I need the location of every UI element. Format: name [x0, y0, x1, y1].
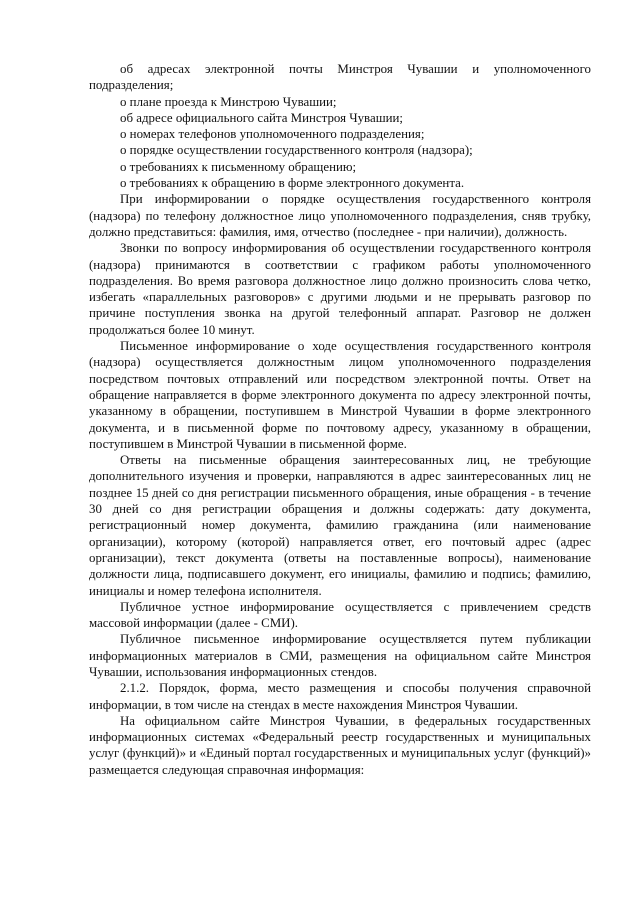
paragraph-official-site-info: На официальном сайте Минстроя Чувашии, в федеральных государственных информационных системах «Федеральный реестр государственных и муниципальных услуг (функций)» и «Единый портал государственных и муниципальных услуг (функций)» размещается следующая справочная информация:	[89, 713, 591, 777]
paragraph-public-oral-informing: Публичное устное информирование осуществляется с привлечением средств массовой информации (далее - СМИ).	[89, 599, 591, 631]
paragraph-phone-numbers: о номерах телефонов уполномоченного подразделения;	[120, 127, 425, 142]
paragraph-calls: Звонки по вопросу информирования об осуществлении государственного контроля (надзора) принимаются в соответствии с графиком работы уполномоченного подразделения. Во время разговора должностное лицо должно произносить слова четко, избегать «параллельных разговоров» с другими людьми и не прерывать разговор по причине поступления звонка на другой телефонный аппарат. Разговор не должен продолжаться более 10 минут.	[89, 241, 591, 337]
paragraph-electronic-request-requirements: о требованиях к обращению в форме электронного документа.	[120, 176, 465, 191]
paragraph-public-written-informing: Публичное письменное информирование осуществляется путем публикации информационных материалов в СМИ, размещения на официальном сайте Минстроя Чувашии, использования информационных стендов.	[89, 632, 591, 679]
paragraph-written-request-requirements: о требованиях к письменному обращению;	[120, 159, 357, 174]
paragraph-control-procedure: о порядке осуществлении государственного контроля (надзора);	[120, 143, 473, 158]
paragraph-website-address: об адресе официального сайта Минстроя Чувашии;	[120, 110, 404, 125]
paragraph-replies: Ответы на письменные обращения заинтересованных лиц, не требующие дополнительного изучения и проверки, направляются в адрес заинтересованных лиц не позднее 15 дней со дня регистрации письменного обращения, иные обращения - в течение 30 дней со дня регистрации обращения и должны содержать: дату документа, регистрационный номер документа, фамилию гражданина (или наименование организации), которому (которой) направляется ответ, его почтовый адрес (адрес организации), текст документа (ответы на поставленные вопросы), наименование должности лица, подписавшего документ, его инициалы, фамилию и подпись; фамилию, инициалы и номер телефона исполнителя.	[89, 453, 591, 598]
document-page	[89, 61, 591, 778]
paragraph-phone-informing: При информировании о порядке осуществления государственного контроля (надзора) по телефону должностное лицо уполномоченного подразделения, сняв трубку, должно представиться: фамилия, имя, отчество (последнее - при наличии), должность.	[89, 192, 591, 239]
paragraph-route-plan: о плане проезда к Минстрою Чувашии;	[120, 94, 337, 109]
paragraph-written-informing: Письменное информирование о ходе осуществления государственного контроля (надзора) осуществляется должностным лицом уполномоченного подразделения посредством почтовых отправлений или посредством электронной почты. Ответ на обращение направляется в форме электронного документа по адресу электронной почты, указанному в обращении, поступившем в Минстрой Чувашии в форме электронного документа, и в письменной форме по почтовому адресу, указанному в обращении, поступившем в Минстрой Чувашии в письменной форме.	[89, 339, 591, 451]
paragraph-email-addresses: об адресах электронной почты Минстроя Чувашии и уполномоченного подразделения;	[89, 62, 591, 93]
paragraph-section-2-1-2: 2.1.2. Порядок, форма, место размещения и способы получения справочной информации, в том числе на стендах в месте нахождения Минстроя Чувашии.	[89, 681, 591, 712]
